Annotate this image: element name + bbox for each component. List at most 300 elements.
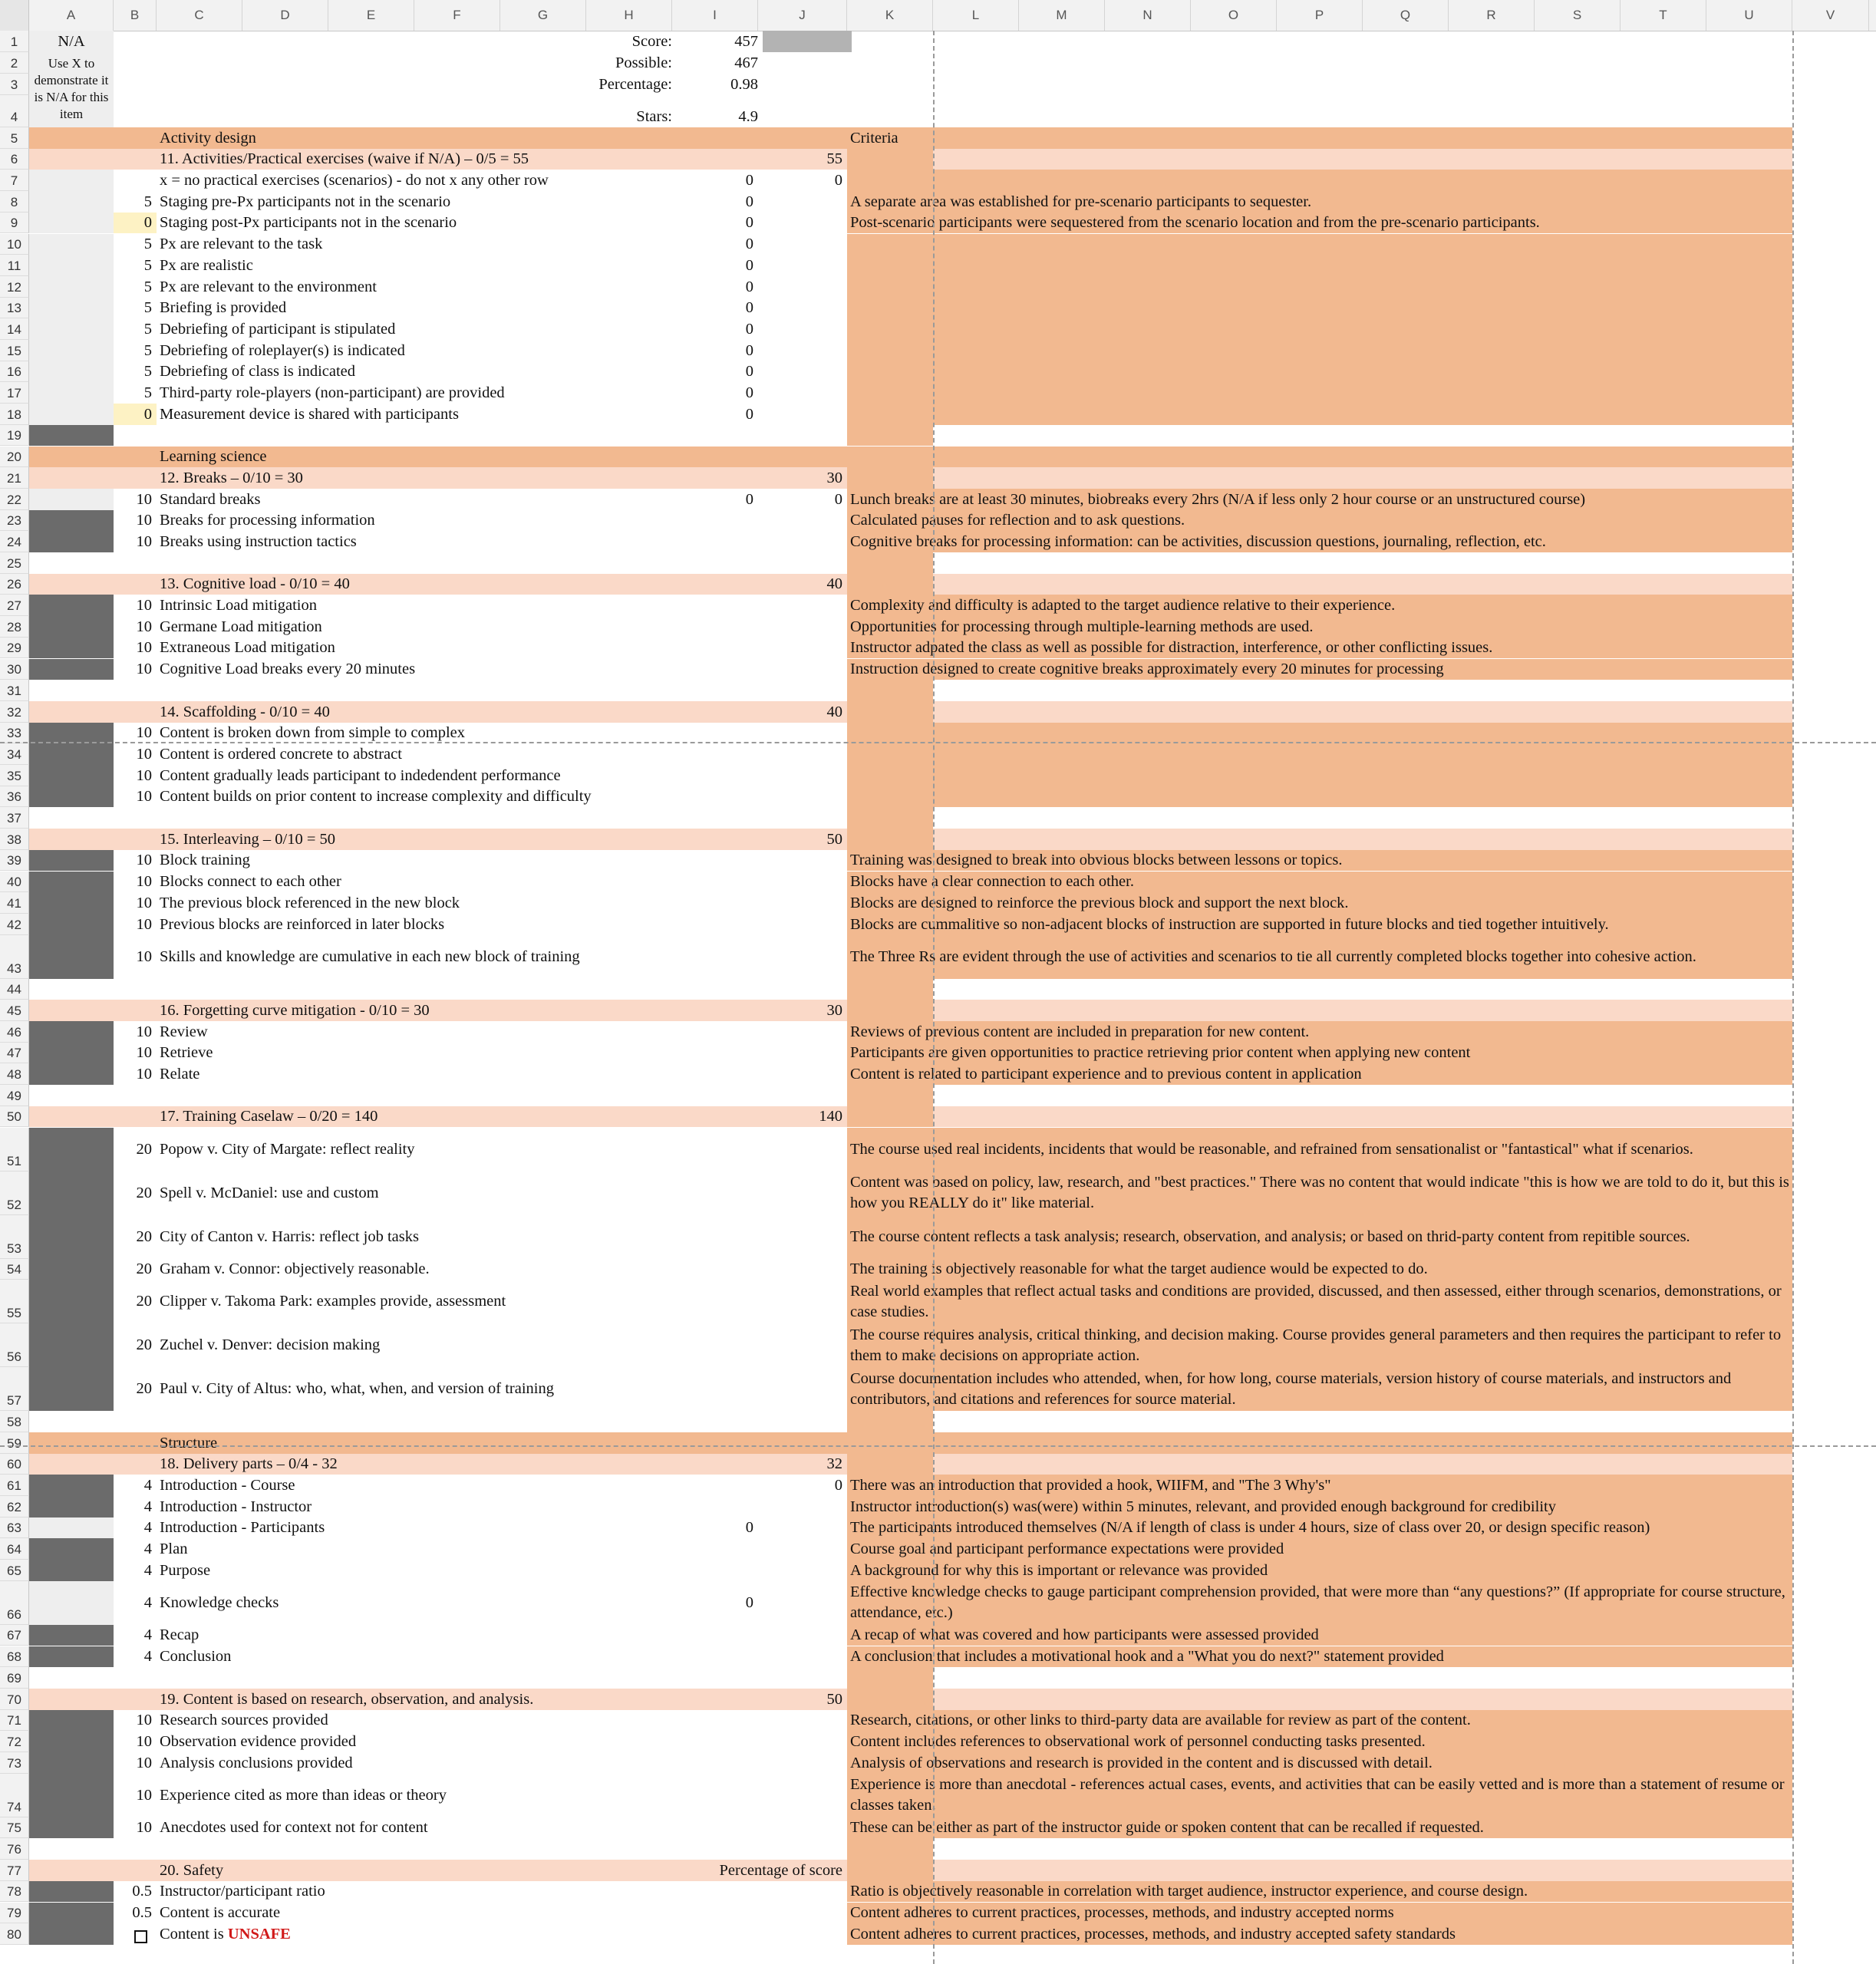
row-number[interactable] [0,552,29,574]
na-cell[interactable] [29,425,114,447]
category-total[interactable]: 30 [826,469,842,486]
column-header-r[interactable]: R [1449,0,1535,31]
score-cell[interactable]: 0 [745,299,753,317]
row-number[interactable] [0,1903,29,1924]
na-cell[interactable] [29,1085,114,1106]
row-number[interactable] [0,318,29,340]
subtotal-cell[interactable]: 0 [834,172,842,189]
points-cell[interactable]: 4 [143,1519,152,1537]
criterion-label [160,1496,675,1517]
category-title: 11. Activities/Practical exercises (waive if N/A) – 0/5 = 55 [160,150,529,168]
na-cell[interactable] [29,382,114,404]
row-number[interactable] [0,1367,29,1411]
points-cell[interactable]: 5 [143,384,152,402]
criterion-label [160,786,675,808]
na-cell[interactable] [29,1259,114,1280]
row-number[interactable] [0,872,29,893]
row-number[interactable] [0,1625,29,1646]
na-cell[interactable] [29,1128,114,1171]
na-cell[interactable] [29,638,114,659]
row-number[interactable] [0,1774,29,1817]
row-number[interactable] [0,213,29,234]
na-cell[interactable] [29,276,114,298]
category-total[interactable]: 32 [826,1455,842,1473]
row-number[interactable] [0,191,29,213]
criteria-k-cell [847,829,933,850]
na-cell[interactable] [29,1560,114,1581]
row-number-label: 41 [7,895,21,911]
row-number-label: 48 [7,1067,21,1083]
table-row [0,1323,1876,1367]
criterion-text: Content builds on prior content to increase complexity and difficulty [160,788,592,806]
row-number[interactable] [0,1560,29,1581]
na-cell[interactable] [29,595,114,616]
row-number[interactable] [0,127,29,149]
row-number[interactable] [0,1475,29,1496]
points-cell[interactable]: 10 [136,745,152,763]
column-header-s[interactable]: S [1535,0,1620,31]
row-number[interactable] [0,765,29,786]
row-number[interactable] [0,1538,29,1560]
blank-row [0,680,1876,701]
points-cell[interactable]: 10 [136,915,152,933]
row-number-label: 9 [10,216,18,231]
row-number[interactable] [0,1106,29,1128]
points-cell[interactable]: 10 [136,873,152,891]
na-cell[interactable] [29,1021,114,1043]
column-header-j[interactable]: J [758,0,847,31]
na-cell[interactable] [29,979,114,1000]
row-number[interactable] [0,829,29,850]
score-value[interactable]: 457 [734,33,758,50]
row-number[interactable] [0,680,29,701]
grey-cell-j1 [763,31,852,52]
row-number-label: 66 [7,1606,21,1622]
row-number[interactable] [0,340,29,361]
category-total[interactable]: 50 [826,1690,842,1708]
row-number[interactable] [0,850,29,872]
points-cell[interactable]: 5 [143,278,152,295]
column-header-p[interactable]: P [1277,0,1363,31]
row-number[interactable] [0,1710,29,1732]
row-number[interactable] [0,149,29,170]
row-number[interactable] [0,807,29,829]
column-header-a[interactable]: A [29,0,114,31]
na-cell[interactable] [29,552,114,574]
possible-value[interactable]: 467 [734,54,758,71]
row-number[interactable] [0,1171,29,1215]
score-cell[interactable]: 0 [745,320,753,338]
row-number-label: 78 [7,1884,21,1900]
points-cell[interactable]: 0 [143,214,152,232]
subtotal-cell[interactable]: 0 [834,490,842,508]
points-cell[interactable]: 5 [143,256,152,274]
na-cell[interactable] [29,872,114,893]
points-cell[interactable]: 5 [143,193,152,210]
score-cell[interactable]: 0 [745,193,753,210]
na-cell[interactable] [29,1215,114,1259]
na-cell[interactable] [29,1323,114,1367]
row-number[interactable] [0,1259,29,1280]
category-total[interactable]: 30 [826,1001,842,1019]
row-number[interactable] [0,1646,29,1668]
score-cell[interactable]: 0 [745,1519,753,1537]
points-cell[interactable]: 20 [136,1293,152,1310]
points-cell[interactable]: 20 [136,1140,152,1158]
column-header-l[interactable]: L [933,0,1019,31]
criteria-description: The course content reflects a task analysis; research, observation, and analysis; or based on thrid-party content from repitible sources. [850,1228,1690,1245]
row-number[interactable] [0,531,29,552]
points-cell[interactable]: 5 [143,299,152,317]
na-cell[interactable] [29,1475,114,1496]
points-cell[interactable]: 10 [136,1712,152,1729]
criterion-text: Standard breaks [160,490,261,508]
criterion-label [160,298,675,319]
row-number[interactable] [0,298,29,319]
points-cell[interactable]: 20 [136,1336,152,1354]
na-cell[interactable] [29,765,114,786]
points-cell[interactable]: 10 [136,639,152,657]
row-number[interactable] [0,404,29,425]
heading-row [0,829,1876,850]
row-number[interactable] [0,935,29,979]
na-cell[interactable] [29,1667,114,1689]
column-header-v[interactable]: V [1792,0,1869,31]
criteria-description: Blocks are cummalitive so non-adjacent blocks of instruction are supported in future blocks and tied together intuitively. [850,915,1609,933]
row-number[interactable] [0,1731,29,1752]
percentage-value[interactable]: 0.98 [730,76,758,93]
column-header-k[interactable]: K [847,0,933,31]
criteria-cell [933,276,1792,298]
column-header-m[interactable]: M [1019,0,1105,31]
subtotal-cell[interactable]: 0 [834,1476,842,1494]
row-number[interactable] [0,1860,29,1881]
row-number[interactable] [0,1043,29,1064]
points-cell[interactable]: 10 [136,532,152,550]
unsafe-checkbox[interactable] [114,1923,157,1945]
na-cell[interactable] [29,255,114,276]
row-number[interactable] [0,659,29,680]
row-number[interactable] [0,1923,29,1945]
column-header-q[interactable]: Q [1363,0,1449,31]
na-cell[interactable] [29,659,114,680]
row-number[interactable] [0,1021,29,1043]
na-cell[interactable] [29,786,114,808]
category-title: 20. Safety [160,1861,224,1879]
criterion-label [160,1560,675,1581]
table-row [0,213,1876,234]
criterion-text: x = no practical exercises (scenarios) - do not x any other row [160,172,549,189]
row-number[interactable] [0,1817,29,1839]
points-cell[interactable]: 10 [136,852,152,869]
na-cell[interactable] [29,1538,114,1560]
row-number[interactable] [0,723,29,744]
na-cell[interactable] [29,1903,114,1924]
row-number[interactable] [0,1085,29,1106]
row-number[interactable] [0,1063,29,1085]
na-cell[interactable] [29,191,114,213]
row-number[interactable] [0,1496,29,1517]
row-number[interactable] [0,447,29,468]
row-number[interactable] [0,1689,29,1710]
table-row [0,1021,1876,1043]
criteria-description: Real world examples that reflect actual tasks and conditions are provided, discussed, and then assessed, either through scenarios, demonstrations, or case studies. [850,1282,1782,1320]
na-cell[interactable] [29,361,114,383]
category-total[interactable]: 140 [819,1108,842,1125]
points-cell[interactable]: 20 [136,1380,152,1398]
score-cell[interactable]: 0 [745,278,753,295]
row-number[interactable] [0,743,29,765]
na-cell[interactable] [29,340,114,361]
column-header-n[interactable]: N [1105,0,1191,31]
category-total[interactable]: 55 [826,150,842,168]
row-number[interactable] [0,701,29,723]
row-number-label: 6 [10,152,18,167]
na-cell[interactable] [29,1881,114,1903]
na-cell[interactable] [29,1710,114,1732]
na-cell[interactable] [29,1752,114,1774]
row-number[interactable] [0,786,29,808]
row-number[interactable] [0,361,29,383]
category-total[interactable]: 50 [826,830,842,848]
na-cell[interactable] [29,1171,114,1215]
table-row [0,1731,1876,1752]
row-number[interactable] [0,1517,29,1539]
points-cell[interactable]: 10 [136,1066,152,1083]
score-cell[interactable]: 0 [745,172,753,189]
na-cell[interactable] [29,234,114,255]
row-number[interactable] [0,914,29,935]
row-number-label: 36 [7,789,21,805]
na-cell[interactable] [29,850,114,872]
na-cell[interactable] [29,914,114,935]
row-number[interactable] [0,234,29,255]
row-number[interactable] [0,1581,29,1625]
row-number[interactable] [0,595,29,616]
row-number[interactable] [0,382,29,404]
score-cell[interactable]: 0 [745,256,753,274]
column-header-e[interactable]: E [328,0,414,31]
row-number[interactable] [0,276,29,298]
points-cell[interactable]: 10 [136,597,152,615]
category-title: 13. Cognitive load - 0/10 = 40 [160,575,350,593]
column-header-b[interactable]: B [114,0,157,31]
category-title: 19. Content is based on research, observation, and analysis. [160,1690,534,1708]
na-cell[interactable] [29,1625,114,1646]
na-cell[interactable] [29,1581,114,1625]
row-number[interactable] [0,1432,29,1454]
checkbox-icon[interactable] [134,1930,147,1943]
na-cell[interactable] [29,1280,114,1323]
row-number[interactable] [0,170,29,191]
points-cell[interactable]: 10 [136,766,152,784]
na-cell[interactable] [29,680,114,701]
points-cell[interactable]: 10 [136,618,152,635]
row-number[interactable] [0,510,29,532]
na-cell[interactable] [29,489,114,510]
row-number[interactable] [0,1323,29,1367]
na-cell[interactable] [29,1063,114,1085]
na-cell[interactable] [29,531,114,552]
row-number[interactable] [0,425,29,447]
points-cell[interactable]: 10 [136,1786,152,1804]
criteria-cell [933,743,1792,765]
row-number[interactable] [0,1752,29,1774]
category-title: 16. Forgetting curve mitigation - 0/10 = 30 [160,1001,430,1019]
na-cell[interactable] [29,935,114,979]
points-cell[interactable]: 10 [136,512,152,529]
table-row [0,1710,1876,1732]
column-header-d[interactable]: D [242,0,328,31]
na-cell[interactable] [29,892,114,914]
points-cell[interactable]: 4 [143,1593,152,1611]
row-number[interactable] [0,489,29,510]
row-number[interactable] [0,1000,29,1021]
na-cell[interactable] [29,1774,114,1817]
score-cell[interactable]: 0 [745,1593,753,1611]
score-cell[interactable]: 0 [745,236,753,253]
column-header-t[interactable]: T [1620,0,1706,31]
na-cell[interactable] [29,743,114,765]
points-cell[interactable]: 20 [136,1184,152,1201]
points-cell[interactable]: 4 [143,1476,152,1494]
points-cell[interactable]: 5 [143,363,152,381]
criterion-text: Content is accurate [160,1904,281,1922]
heading-row [0,1454,1876,1475]
column-header-h[interactable]: H [586,0,672,31]
na-cell[interactable] [29,170,114,191]
row-number-label: 30 [7,662,21,677]
row-number[interactable] [0,979,29,1000]
na-cell[interactable] [29,510,114,532]
points-cell[interactable]: 0.5 [132,1904,152,1922]
points-cell[interactable]: 10 [136,1023,152,1040]
na-cell[interactable] [29,298,114,319]
stars-value[interactable]: 4.9 [738,108,758,125]
row-number[interactable] [0,1454,29,1475]
category-total[interactable]: 40 [826,703,842,720]
points-cell[interactable]: 10 [136,1044,152,1062]
table-row [0,616,1876,638]
score-cell[interactable]: 0 [745,384,753,402]
points-cell[interactable]: 10 [136,1819,152,1837]
na-cell[interactable] [29,723,114,744]
points-cell[interactable]: 10 [136,724,152,742]
points-cell[interactable]: 10 [136,1732,152,1750]
na-cell[interactable] [29,1517,114,1539]
row-number[interactable] [0,574,29,595]
table-row [0,1517,1876,1539]
table-row [0,298,1876,319]
row-number[interactable] [0,467,29,489]
na-cell[interactable] [29,1923,114,1945]
criterion-text: Retrieve [160,1044,213,1062]
score-cell[interactable]: 0 [745,214,753,232]
na-cell[interactable] [29,1496,114,1517]
points-cell[interactable]: 10 [136,661,152,678]
row-number[interactable] [0,616,29,638]
column-header-i[interactable]: I [672,0,758,31]
na-cell[interactable] [29,1731,114,1752]
criteria-k-cell [847,318,933,340]
na-cell[interactable] [29,1411,114,1432]
score-cell[interactable]: 0 [745,490,753,508]
column-header-f[interactable]: F [414,0,500,31]
row-number[interactable] [0,1128,29,1171]
score-cell[interactable]: 0 [745,363,753,381]
points-cell[interactable]: 10 [136,947,152,965]
select-all-corner[interactable] [0,0,29,31]
column-header-u[interactable]: U [1706,0,1792,31]
points-cell[interactable]: 20 [136,1228,152,1245]
na-cell[interactable] [29,213,114,234]
table-row [0,1903,1876,1924]
points-cell[interactable]: 20 [136,1260,152,1278]
points-cell[interactable]: 5 [143,320,152,338]
criterion-label [160,1774,675,1817]
na-cell[interactable] [29,404,114,425]
na-cell[interactable] [29,1838,114,1860]
points-cell[interactable]: 4 [143,1498,152,1515]
points-cell[interactable]: 4 [143,1541,152,1558]
category-total[interactable]: 40 [826,575,842,593]
criterion-label [160,1215,675,1259]
cell-a1[interactable]: N/A [58,33,85,50]
column-header-g[interactable]: G [500,0,586,31]
points-cell[interactable]: 5 [143,341,152,359]
row-number[interactable] [0,1667,29,1689]
na-cell[interactable] [29,1646,114,1668]
row-number-label: 25 [7,555,21,571]
row-number[interactable] [0,1280,29,1323]
points-cell[interactable]: 4 [143,1648,152,1666]
row-number-label: 5 [10,130,18,146]
points-cell[interactable]: 10 [136,894,152,911]
row-number-label: 16 [7,364,21,380]
table-row [0,743,1876,765]
points-cell[interactable]: 10 [136,788,152,806]
na-cell[interactable] [29,318,114,340]
points-cell[interactable]: 0 [143,405,152,423]
points-cell[interactable]: 0.5 [132,1883,152,1900]
na-cell[interactable] [29,616,114,638]
row-number[interactable] [0,1215,29,1259]
points-cell[interactable]: 10 [136,1754,152,1771]
points-cell[interactable]: 10 [136,490,152,508]
na-cell[interactable] [29,1817,114,1839]
points-cell[interactable]: 5 [143,236,152,253]
na-cell[interactable] [29,1367,114,1411]
criterion-label [160,213,675,234]
column-header-o[interactable]: O [1191,0,1277,31]
row-number[interactable] [0,638,29,659]
criterion-label [160,743,675,765]
row-number[interactable] [0,892,29,914]
na-cell[interactable] [29,1043,114,1064]
score-cell[interactable]: 0 [745,341,753,359]
criteria-description: Content includes references to observational work of personnel conducting tasks presented. [850,1732,1426,1750]
score-cell[interactable]: 0 [745,405,753,423]
row-number[interactable] [0,1411,29,1432]
points-cell[interactable]: 4 [143,1561,152,1579]
row-number[interactable] [0,1881,29,1903]
column-header-c[interactable]: C [157,0,242,31]
row-number[interactable] [0,1838,29,1860]
points-cell[interactable]: 4 [143,1626,152,1644]
na-cell[interactable] [29,807,114,829]
row-number[interactable] [0,255,29,276]
criterion-text: Observation evidence provided [160,1732,357,1750]
